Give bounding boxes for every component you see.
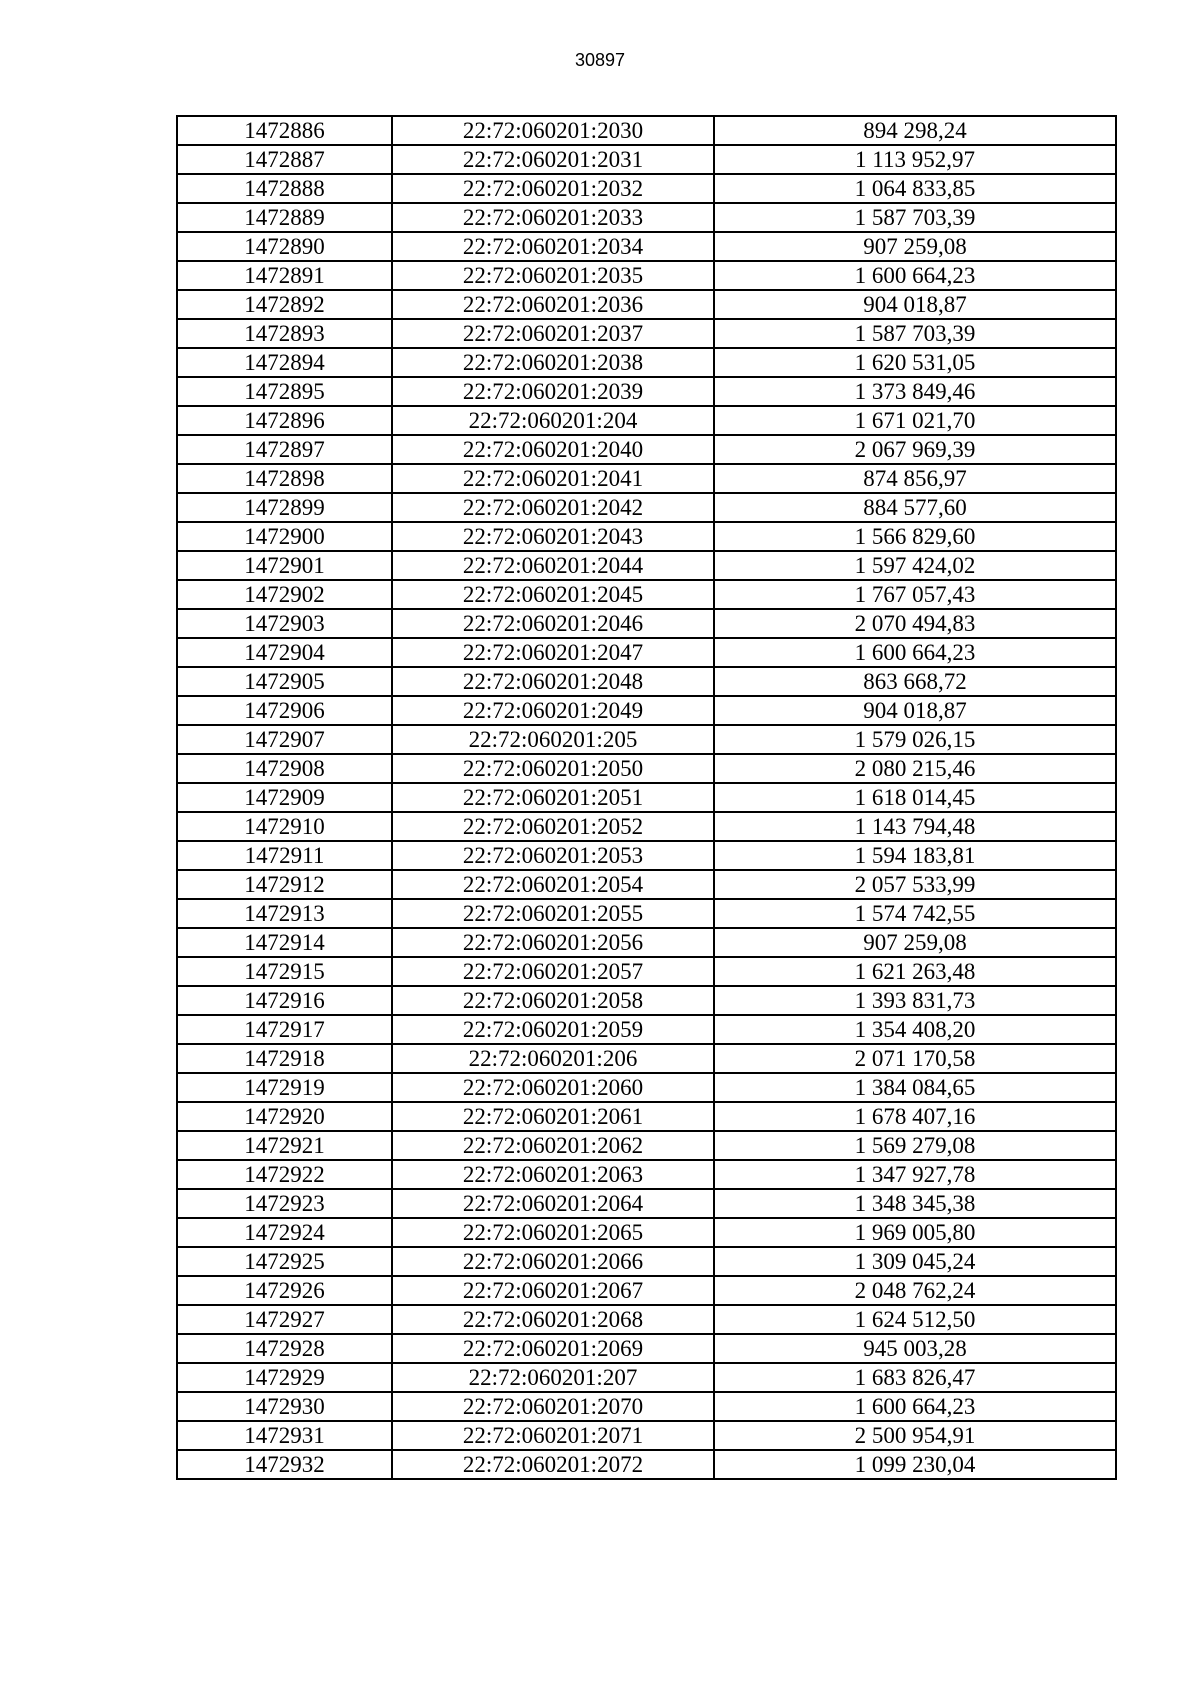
cadastral-number-cell: 22:72:060201:2044 bbox=[392, 551, 714, 580]
cadastral-value-cell: 1 587 703,39 bbox=[714, 203, 1116, 232]
table-row bbox=[177, 1450, 1116, 1479]
cadastral-number-cell: 22:72:060201:2040 bbox=[392, 435, 714, 464]
cadastral-value-cell: 874 856,97 bbox=[714, 464, 1116, 493]
cadastral-number-cell: 22:72:060201:2046 bbox=[392, 609, 714, 638]
record-number-cell: 1472898 bbox=[177, 464, 392, 493]
record-number-cell: 1472897 bbox=[177, 435, 392, 464]
table-row bbox=[177, 1247, 1116, 1276]
cadastral-number-cell: 22:72:060201:2057 bbox=[392, 957, 714, 986]
table-row bbox=[177, 1189, 1116, 1218]
cadastral-value-cell: 1 600 664,23 bbox=[714, 261, 1116, 290]
cadastral-number-cell: 22:72:060201:2070 bbox=[392, 1392, 714, 1421]
cadastral-number-cell: 22:72:060201:2071 bbox=[392, 1421, 714, 1450]
table-row bbox=[177, 1334, 1116, 1363]
cadastral-value-cell: 1 384 084,65 bbox=[714, 1073, 1116, 1102]
table-row bbox=[177, 667, 1116, 696]
table-row bbox=[177, 464, 1116, 493]
cadastral-value-cell: 1 678 407,16 bbox=[714, 1102, 1116, 1131]
cadastral-number-cell: 22:72:060201:2069 bbox=[392, 1334, 714, 1363]
table-row bbox=[177, 957, 1116, 986]
record-number-cell: 1472923 bbox=[177, 1189, 392, 1218]
table-row bbox=[177, 812, 1116, 841]
record-number-cell: 1472905 bbox=[177, 667, 392, 696]
cadastral-number-cell: 22:72:060201:2031 bbox=[392, 145, 714, 174]
cadastral-value-cell: 904 018,87 bbox=[714, 696, 1116, 725]
table-row bbox=[177, 1218, 1116, 1247]
cadastral-value-cell: 1 600 664,23 bbox=[714, 638, 1116, 667]
table-row bbox=[177, 203, 1116, 232]
cadastral-number-cell: 22:72:060201:2039 bbox=[392, 377, 714, 406]
page-number: 30897 bbox=[574, 50, 626, 70]
cadastral-value-cell: 1 099 230,04 bbox=[714, 1450, 1116, 1479]
record-number-cell: 1472886 bbox=[177, 116, 392, 145]
cadastral-value-cell: 1 393 831,73 bbox=[714, 986, 1116, 1015]
table-row bbox=[177, 1276, 1116, 1305]
cadastral-value-cell: 1 600 664,23 bbox=[714, 1392, 1116, 1421]
cadastral-value-cell: 1 594 183,81 bbox=[714, 841, 1116, 870]
table-row bbox=[177, 899, 1116, 928]
table-row bbox=[177, 145, 1116, 174]
cadastral-value-cell: 1 969 005,80 bbox=[714, 1218, 1116, 1247]
table-row bbox=[177, 1421, 1116, 1450]
cadastral-value-cell: 2 057 533,99 bbox=[714, 870, 1116, 899]
cadastral-value-cell: 863 668,72 bbox=[714, 667, 1116, 696]
table-row bbox=[177, 377, 1116, 406]
record-number-cell: 1472931 bbox=[177, 1421, 392, 1450]
record-number-cell: 1472910 bbox=[177, 812, 392, 841]
table-row bbox=[177, 1131, 1116, 1160]
cadastral-number-cell: 22:72:060201:2053 bbox=[392, 841, 714, 870]
cadastral-value-cell: 1 597 424,02 bbox=[714, 551, 1116, 580]
table-row bbox=[177, 116, 1116, 145]
cadastral-value-cell: 1 587 703,39 bbox=[714, 319, 1116, 348]
table-row bbox=[177, 435, 1116, 464]
table-row bbox=[177, 1102, 1116, 1131]
table-row bbox=[177, 493, 1116, 522]
table-row bbox=[177, 1044, 1116, 1073]
cadastral-number-cell: 22:72:060201:2050 bbox=[392, 754, 714, 783]
cadastral-number-cell: 22:72:060201:2058 bbox=[392, 986, 714, 1015]
cadastral-number-cell: 22:72:060201:204 bbox=[392, 406, 714, 435]
record-number-cell: 1472892 bbox=[177, 290, 392, 319]
record-number-cell: 1472889 bbox=[177, 203, 392, 232]
table-row bbox=[177, 1073, 1116, 1102]
cadastral-value-cell: 1 309 045,24 bbox=[714, 1247, 1116, 1276]
cadastral-number-cell: 22:72:060201:2035 bbox=[392, 261, 714, 290]
cadastral-number-cell: 22:72:060201:2038 bbox=[392, 348, 714, 377]
record-number-cell: 1472928 bbox=[177, 1334, 392, 1363]
record-number-cell: 1472909 bbox=[177, 783, 392, 812]
record-number-cell: 1472888 bbox=[177, 174, 392, 203]
cadastral-number-cell: 22:72:060201:2033 bbox=[392, 203, 714, 232]
table-row bbox=[177, 725, 1116, 754]
record-number-cell: 1472932 bbox=[177, 1450, 392, 1479]
record-number-cell: 1472891 bbox=[177, 261, 392, 290]
record-number-cell: 1472918 bbox=[177, 1044, 392, 1073]
cadastral-number-cell: 22:72:060201:2049 bbox=[392, 696, 714, 725]
record-number-cell: 1472911 bbox=[177, 841, 392, 870]
cadastral-value-cell: 1 373 849,46 bbox=[714, 377, 1116, 406]
record-number-cell: 1472896 bbox=[177, 406, 392, 435]
record-number-cell: 1472912 bbox=[177, 870, 392, 899]
record-number-cell: 1472904 bbox=[177, 638, 392, 667]
cadastral-value-cell: 2 500 954,91 bbox=[714, 1421, 1116, 1450]
cadastral-number-cell: 22:72:060201:2047 bbox=[392, 638, 714, 667]
cadastral-number-cell: 22:72:060201:2067 bbox=[392, 1276, 714, 1305]
cadastral-number-cell: 22:72:060201:2048 bbox=[392, 667, 714, 696]
cadastral-value-cell: 2 070 494,83 bbox=[714, 609, 1116, 638]
cadastral-value-cell: 1 348 345,38 bbox=[714, 1189, 1116, 1218]
cadastral-value-cell: 1 569 279,08 bbox=[714, 1131, 1116, 1160]
table-row bbox=[177, 1392, 1116, 1421]
table-row bbox=[177, 406, 1116, 435]
cadastral-value-cell: 904 018,87 bbox=[714, 290, 1116, 319]
cadastral-number-cell: 22:72:060201:2043 bbox=[392, 522, 714, 551]
record-number-cell: 1472900 bbox=[177, 522, 392, 551]
cadastral-value-cell: 907 259,08 bbox=[714, 232, 1116, 261]
table-row bbox=[177, 870, 1116, 899]
table-row bbox=[177, 348, 1116, 377]
cadastral-number-cell: 22:72:060201:2045 bbox=[392, 580, 714, 609]
cadastral-number-cell: 22:72:060201:2062 bbox=[392, 1131, 714, 1160]
record-number-cell: 1472927 bbox=[177, 1305, 392, 1334]
cadastral-number-cell: 22:72:060201:2030 bbox=[392, 116, 714, 145]
record-number-cell: 1472890 bbox=[177, 232, 392, 261]
table-row bbox=[177, 783, 1116, 812]
record-number-cell: 1472901 bbox=[177, 551, 392, 580]
table-row bbox=[177, 551, 1116, 580]
cadastral-value-cell: 1 671 021,70 bbox=[714, 406, 1116, 435]
cadastral-value-cell: 1 064 833,85 bbox=[714, 174, 1116, 203]
cadastral-value-cell: 945 003,28 bbox=[714, 1334, 1116, 1363]
table-row bbox=[177, 928, 1116, 957]
table-row bbox=[177, 1363, 1116, 1392]
record-number-cell: 1472895 bbox=[177, 377, 392, 406]
cadastral-number-cell: 22:72:060201:2064 bbox=[392, 1189, 714, 1218]
cadastral-value-cell: 2 071 170,58 bbox=[714, 1044, 1116, 1073]
record-number-cell: 1472919 bbox=[177, 1073, 392, 1102]
table-row bbox=[177, 754, 1116, 783]
cadastral-value-cell: 1 143 794,48 bbox=[714, 812, 1116, 841]
record-number-cell: 1472930 bbox=[177, 1392, 392, 1421]
table-row bbox=[177, 1305, 1116, 1334]
cadastral-number-cell: 22:72:060201:2034 bbox=[392, 232, 714, 261]
table-row bbox=[177, 174, 1116, 203]
record-number-cell: 1472906 bbox=[177, 696, 392, 725]
cadastral-value-cell: 907 259,08 bbox=[714, 928, 1116, 957]
record-number-cell: 1472917 bbox=[177, 1015, 392, 1044]
cadastral-number-cell: 22:72:060201:2052 bbox=[392, 812, 714, 841]
cadastral-number-cell: 22:72:060201:2061 bbox=[392, 1102, 714, 1131]
cadastral-value-cell: 1 618 014,45 bbox=[714, 783, 1116, 812]
cadastral-value-cell: 1 620 531,05 bbox=[714, 348, 1116, 377]
table-row bbox=[177, 319, 1116, 348]
record-number-cell: 1472921 bbox=[177, 1131, 392, 1160]
record-number-cell: 1472926 bbox=[177, 1276, 392, 1305]
record-number-cell: 1472914 bbox=[177, 928, 392, 957]
cadastral-number-cell: 22:72:060201:207 bbox=[392, 1363, 714, 1392]
record-number-cell: 1472924 bbox=[177, 1218, 392, 1247]
record-number-cell: 1472916 bbox=[177, 986, 392, 1015]
cadastral-number-cell: 22:72:060201:2051 bbox=[392, 783, 714, 812]
table-row bbox=[177, 232, 1116, 261]
table-row bbox=[177, 261, 1116, 290]
cadastral-value-cell: 884 577,60 bbox=[714, 493, 1116, 522]
cadastral-number-cell: 22:72:060201:2037 bbox=[392, 319, 714, 348]
record-number-cell: 1472929 bbox=[177, 1363, 392, 1392]
cadastral-number-cell: 22:72:060201:2060 bbox=[392, 1073, 714, 1102]
table-row bbox=[177, 1160, 1116, 1189]
table-row bbox=[177, 696, 1116, 725]
record-number-cell: 1472915 bbox=[177, 957, 392, 986]
cadastral-number-cell: 22:72:060201:2063 bbox=[392, 1160, 714, 1189]
table-row bbox=[177, 522, 1116, 551]
cadastral-number-cell: 22:72:060201:205 bbox=[392, 725, 714, 754]
record-number-cell: 1472894 bbox=[177, 348, 392, 377]
record-number-cell: 1472920 bbox=[177, 1102, 392, 1131]
record-number-cell: 1472903 bbox=[177, 609, 392, 638]
cadastral-value-cell: 2 067 969,39 bbox=[714, 435, 1116, 464]
cadastral-number-cell: 22:72:060201:206 bbox=[392, 1044, 714, 1073]
cadastral-number-cell: 22:72:060201:2065 bbox=[392, 1218, 714, 1247]
cadastral-value-cell: 1 683 826,47 bbox=[714, 1363, 1116, 1392]
cadastral-value-table bbox=[176, 115, 1117, 1480]
cadastral-value-cell: 1 579 026,15 bbox=[714, 725, 1116, 754]
cadastral-value-cell: 1 566 829,60 bbox=[714, 522, 1116, 551]
table-row bbox=[177, 1015, 1116, 1044]
table-row bbox=[177, 841, 1116, 870]
cadastral-value-cell: 1 113 952,97 bbox=[714, 145, 1116, 174]
cadastral-value-cell: 1 621 263,48 bbox=[714, 957, 1116, 986]
table-row bbox=[177, 609, 1116, 638]
cadastral-number-cell: 22:72:060201:2042 bbox=[392, 493, 714, 522]
table-row bbox=[177, 580, 1116, 609]
cadastral-value-cell: 1 624 512,50 bbox=[714, 1305, 1116, 1334]
cadastral-value-cell: 1 354 408,20 bbox=[714, 1015, 1116, 1044]
record-number-cell: 1472887 bbox=[177, 145, 392, 174]
table-row bbox=[177, 638, 1116, 667]
record-number-cell: 1472908 bbox=[177, 754, 392, 783]
cadastral-number-cell: 22:72:060201:2032 bbox=[392, 174, 714, 203]
cadastral-value-cell: 1 574 742,55 bbox=[714, 899, 1116, 928]
record-number-cell: 1472899 bbox=[177, 493, 392, 522]
cadastral-number-cell: 22:72:060201:2055 bbox=[392, 899, 714, 928]
table-row bbox=[177, 986, 1116, 1015]
cadastral-value-cell: 2 048 762,24 bbox=[714, 1276, 1116, 1305]
cadastral-number-cell: 22:72:060201:2072 bbox=[392, 1450, 714, 1479]
record-number-cell: 1472913 bbox=[177, 899, 392, 928]
record-number-cell: 1472925 bbox=[177, 1247, 392, 1276]
cadastral-value-cell: 2 080 215,46 bbox=[714, 754, 1116, 783]
cadastral-number-cell: 22:72:060201:2068 bbox=[392, 1305, 714, 1334]
cadastral-value-cell: 1 347 927,78 bbox=[714, 1160, 1116, 1189]
cadastral-value-cell: 894 298,24 bbox=[714, 116, 1116, 145]
cadastral-number-cell: 22:72:060201:2054 bbox=[392, 870, 714, 899]
cadastral-number-cell: 22:72:060201:2036 bbox=[392, 290, 714, 319]
cadastral-number-cell: 22:72:060201:2066 bbox=[392, 1247, 714, 1276]
table-body bbox=[177, 116, 1116, 1479]
cadastral-number-cell: 22:72:060201:2041 bbox=[392, 464, 714, 493]
table-row bbox=[177, 290, 1116, 319]
record-number-cell: 1472907 bbox=[177, 725, 392, 754]
cadastral-number-cell: 22:72:060201:2056 bbox=[392, 928, 714, 957]
record-number-cell: 1472893 bbox=[177, 319, 392, 348]
record-number-cell: 1472902 bbox=[177, 580, 392, 609]
record-number-cell: 1472922 bbox=[177, 1160, 392, 1189]
cadastral-number-cell: 22:72:060201:2059 bbox=[392, 1015, 714, 1044]
cadastral-value-cell: 1 767 057,43 bbox=[714, 580, 1116, 609]
